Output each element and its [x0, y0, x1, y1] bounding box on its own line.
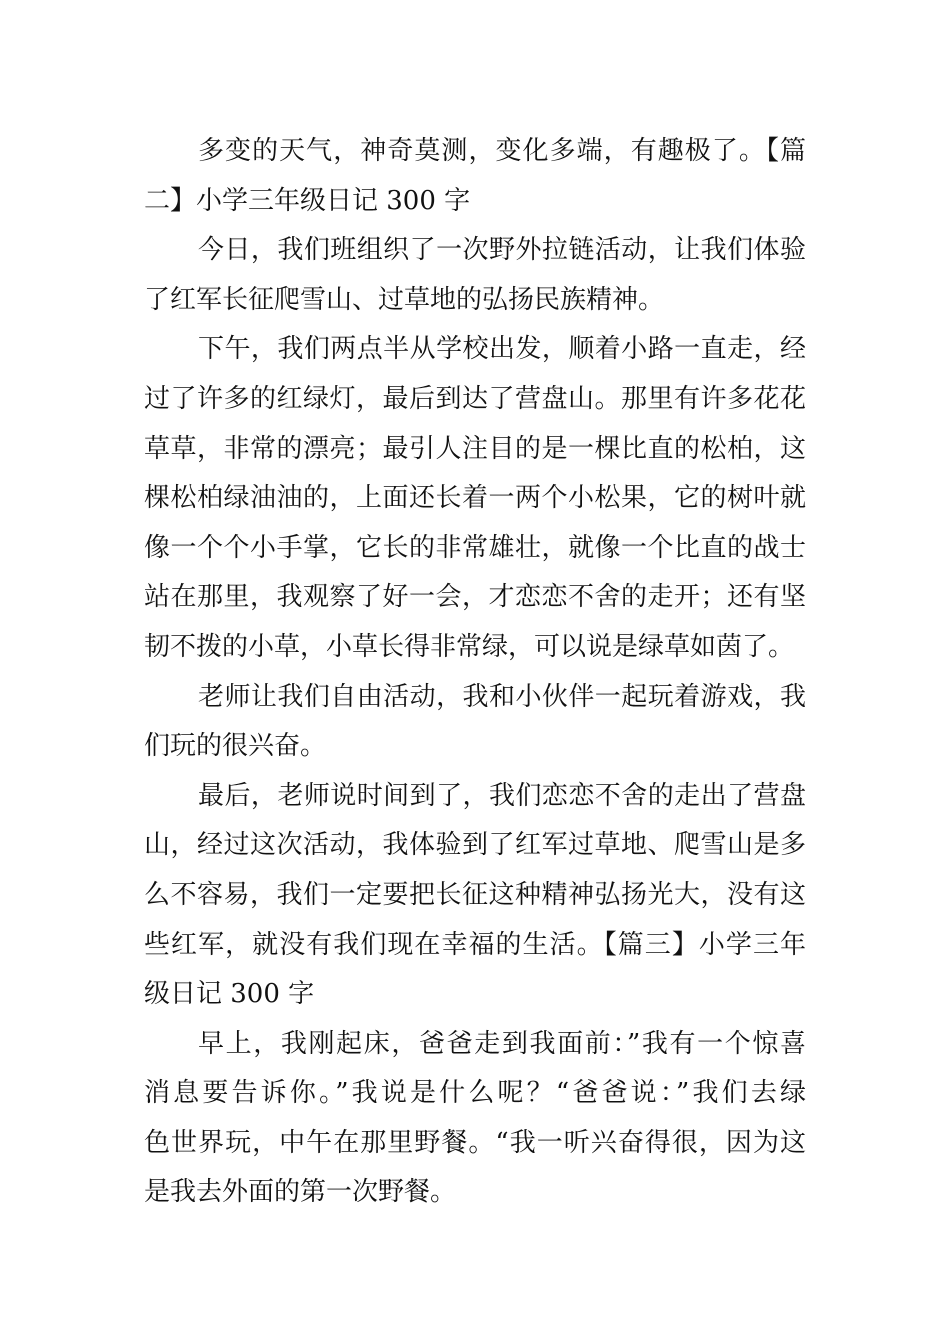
text-line: 二】小学三年级日记 300 字: [144, 185, 471, 216]
text-line: 过了许多的红绿灯，最后到达了营盘山。那里有许多花花: [144, 383, 806, 414]
text-line: 下午，我们两点半从学校出发，顺着小路一直走，经: [198, 334, 806, 365]
text-line: 老师让我们自由活动，我和小伙伴一起玩着游戏，我: [198, 681, 806, 712]
text-line: 韧不拨的小草，小草长得非常绿，可以说是绿草如茵了。: [144, 631, 795, 662]
text-line: 像一个个小手掌，它长的非常雄壮，就像一个比直的战士: [144, 532, 806, 563]
text-line: 山，经过这次活动，我体验到了红军过草地、爬雪山是多: [144, 830, 806, 861]
paragraph: [144, 325, 806, 672]
text-line: 些红军，就没有我们现在幸福的生活。【篇三】小学三年: [144, 929, 806, 960]
text-line: 么不容易，我们一定要把长征这种精神弘扬光大，没有这: [144, 879, 806, 910]
text-line: 今日，我们班组织了一次野外拉链活动，让我们体验: [198, 235, 806, 266]
document-body: [144, 127, 806, 1218]
paragraph: [144, 772, 806, 1020]
text-line: 多变的天气，神奇莫测，变化多端，有趣极了。【篇: [198, 136, 806, 166]
paragraph: [144, 673, 806, 772]
text-line: 棵松柏绿油油的，上面还长着一两个小松果，它的树叶就: [144, 483, 806, 514]
text-line: 色世界玩，中午在那里野餐。“我一听兴奋得很，因为这: [144, 1127, 806, 1158]
text-line: 消息要告诉你。”我说是什么呢？“爸爸说：”我们去绿: [144, 1078, 806, 1109]
text-line: 最后，老师说时间到了，我们恋恋不舍的走出了营盘: [198, 780, 806, 811]
text-line: 站在那里，我观察了好一会，才恋恋不舍的走开；还有坚: [144, 582, 806, 613]
text-line: 早上，我刚起床，爸爸走到我面前：”我有一个惊喜: [198, 1028, 806, 1059]
text-line: 们玩的很兴奋。: [144, 731, 327, 762]
text-line: 了红军长征爬雪山、过草地的弘扬民族精神。: [144, 284, 665, 315]
text-line: 是我去外面的第一次野餐。: [144, 1177, 457, 1208]
paragraph: [144, 226, 806, 325]
paragraph: [144, 127, 806, 226]
paragraph: [144, 1020, 806, 1218]
text-line: 草草，非常的漂亮；最引人注目的是一棵比直的松柏，这: [144, 433, 806, 464]
text-line: 级日记 300 字: [144, 979, 315, 1010]
